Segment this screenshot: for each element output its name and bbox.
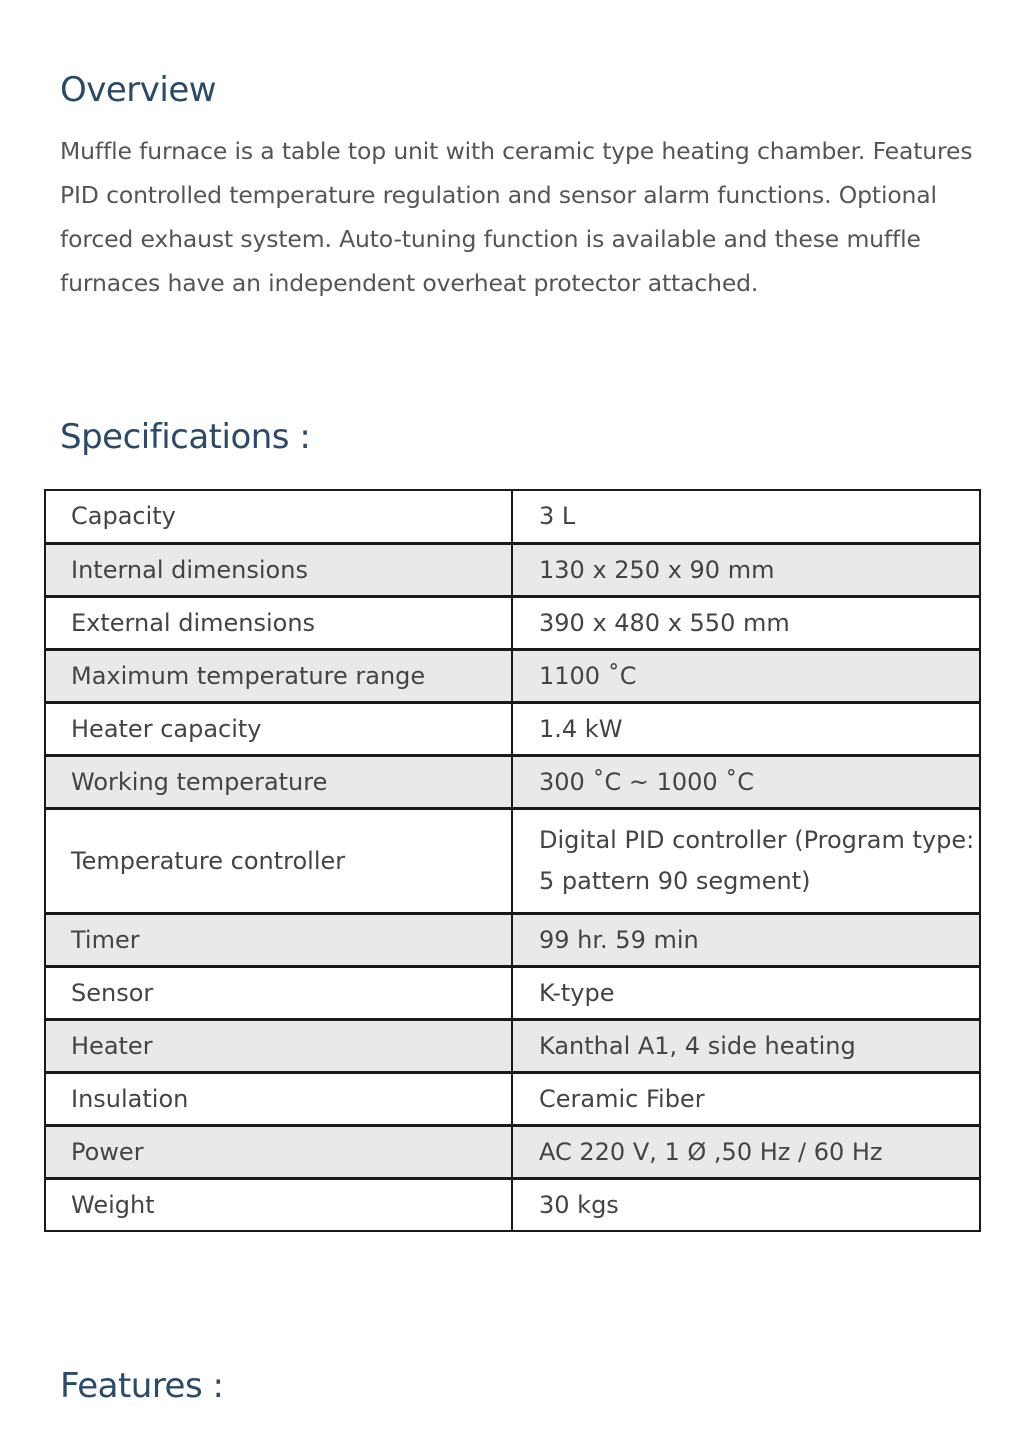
features-heading: Features : <box>60 1366 224 1406</box>
spec-label: Capacity <box>45 490 512 543</box>
spec-label: Maximum temperature range <box>45 649 512 702</box>
spec-value: Digital PID controller (Program type: 5 pattern 90 segment) <box>512 808 980 913</box>
spec-row-working-temperature <box>45 755 980 808</box>
spec-label: Heater <box>45 1019 512 1072</box>
specifications-heading: Specifications : <box>60 417 311 457</box>
spec-value: 1100 ˚C <box>512 649 980 702</box>
spec-label: External dimensions <box>45 596 512 649</box>
spec-label: Power <box>45 1125 512 1178</box>
overview-heading: Overview <box>60 70 217 110</box>
spec-row-maximum-temperature <box>45 649 980 702</box>
spec-label: Timer <box>45 913 512 966</box>
spec-row-capacity <box>45 490 980 543</box>
spec-row-power <box>45 1125 980 1178</box>
spec-label: Weight <box>45 1178 512 1231</box>
spec-value: AC 220 V, 1 Ø ,50 Hz / 60 Hz <box>512 1125 980 1178</box>
spec-value: 99 hr. 59 min <box>512 913 980 966</box>
spec-row-sensor <box>45 966 980 1019</box>
spec-row-weight <box>45 1178 980 1231</box>
spec-label: Sensor <box>45 966 512 1019</box>
spec-label: Temperature controller <box>45 808 512 913</box>
spec-row-temperature-controller <box>45 808 980 913</box>
spec-value: 300 ˚C ~ 1000 ˚C <box>512 755 980 808</box>
spec-row-insulation <box>45 1072 980 1125</box>
spec-value: Kanthal A1, 4 side heating <box>512 1019 980 1072</box>
spec-value: 1.4 kW <box>512 702 980 755</box>
spec-row-heater <box>45 1019 980 1072</box>
spec-value: Ceramic Fiber <box>512 1072 980 1125</box>
spec-row-internal-dimensions <box>45 543 980 596</box>
spec-row-heater-capacity <box>45 702 980 755</box>
spec-label: Insulation <box>45 1072 512 1125</box>
spec-value: K-type <box>512 966 980 1019</box>
spec-row-external-dimensions <box>45 596 980 649</box>
spec-value: 130 x 250 x 90 mm <box>512 543 980 596</box>
spec-row-timer <box>45 913 980 966</box>
spec-value: 390 x 480 x 550 mm <box>512 596 980 649</box>
overview-paragraph: Muffle furnace is a table top unit with ceramic type heating chamber. Features PID controlled temperature regulation and sensor alarm functions. Optional forced exhaust system. Auto-tuning function is available and these muffle furnaces have an independent overheat protector attached. <box>60 137 973 297</box>
specifications-table <box>44 489 981 1232</box>
spec-label: Working temperature <box>45 755 512 808</box>
spec-value: 30 kgs <box>512 1178 980 1231</box>
spec-value: 3 L <box>512 490 980 543</box>
spec-label: Heater capacity <box>45 702 512 755</box>
spec-label: Internal dimensions <box>45 543 512 596</box>
